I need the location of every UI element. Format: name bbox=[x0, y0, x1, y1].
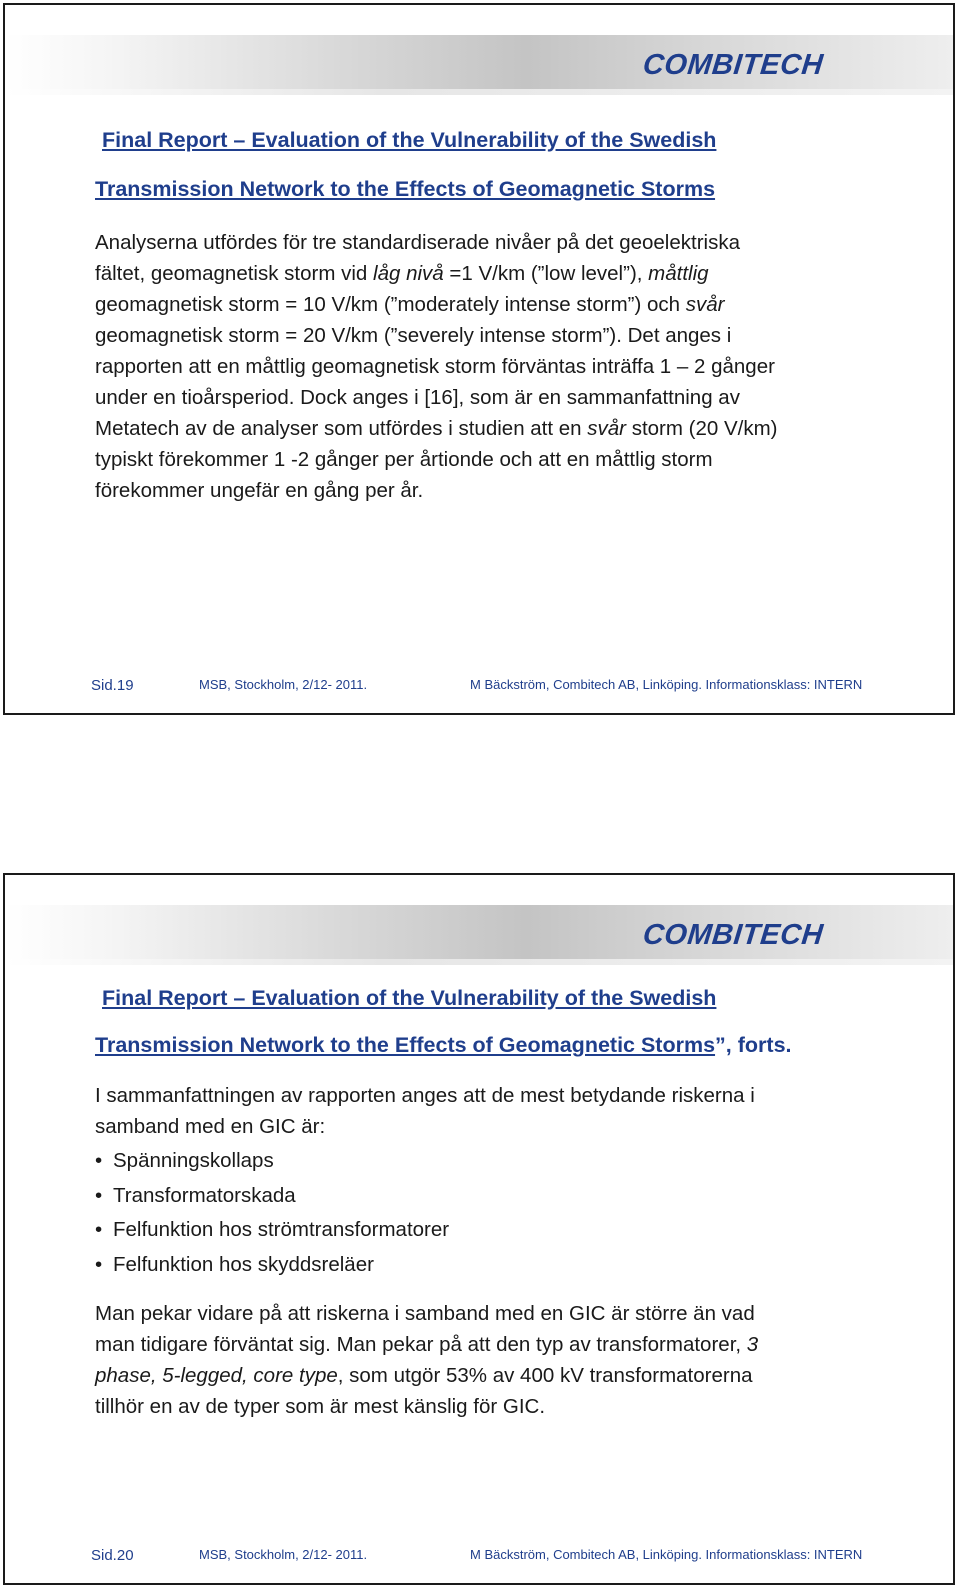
slide-title-line2: Transmission Network to the Effects of Geomagnetic Storms bbox=[95, 177, 716, 201]
body-paragraph: Man pekar vidare på att riskerna i samband med en GIC är större än vad man tidigare förväntat sig. Man pekar på att den typ av transformatorer, 3 phase, 5-legged, core type, som utgör 53% av 400 kV transformatorerna tillhör en av de typer som är mest känslig för GIC. bbox=[95, 1302, 759, 1418]
slide-title-line2: Transmission Network to the Effects of Geomagnetic Storms”, forts. bbox=[95, 1033, 792, 1057]
slide-footer bbox=[5, 1545, 953, 1569]
page-number: Sid.20 bbox=[91, 1547, 134, 1564]
list-item: • Felfunktion hos skyddsreläer bbox=[95, 1248, 795, 1283]
list-item: • Spänningskollaps bbox=[95, 1144, 795, 1179]
slide-19 bbox=[3, 3, 955, 715]
list-item: • Felfunktion hos strömtransformatorer bbox=[95, 1213, 795, 1248]
body-intro: I sammanfattningen av rapporten anges att de mest betydande riskerna i samband med en GIC är: bbox=[95, 1084, 755, 1138]
page-number: Sid.19 bbox=[91, 677, 134, 694]
slide-20 bbox=[3, 873, 955, 1585]
slide-body bbox=[95, 227, 795, 506]
event-info: MSB, Stockholm, 2/12- 2011. bbox=[199, 1547, 368, 1562]
risk-list bbox=[95, 1144, 795, 1282]
slide-body bbox=[95, 1080, 795, 1422]
slide-footer bbox=[5, 675, 953, 699]
slide-title-line1: Final Report – Evaluation of the Vulnerability of the Swedish bbox=[102, 986, 717, 1010]
list-item: • Transformatorskada bbox=[95, 1179, 795, 1214]
event-info: MSB, Stockholm, 2/12- 2011. bbox=[199, 677, 368, 692]
slide-title-line1: Final Report – Evaluation of the Vulnerability of the Swedish bbox=[102, 128, 717, 152]
author-info: M Bäckström, Combitech AB, Linköping. Informationsklass: INTERN bbox=[470, 1547, 863, 1562]
author-info: M Bäckström, Combitech AB, Linköping. Informationsklass: INTERN bbox=[470, 677, 863, 692]
combitech-logo: COMBITECH bbox=[641, 49, 825, 81]
body-paragraph: Analyserna utfördes för tre standardiserade nivåer på det geoelektriska fältet, geomagnetisk storm vid låg nivå =1 V/km (”low level”), måttlig geomagnetisk storm = 10 V/km (”moderately intense storm”) och svår geomagnetisk storm = 20 V/km (”severely intense storm”). Det anges i rapporten att en måttlig geomagnetisk storm förväntas inträffa 1 – 2 gånger under en tioårsperiod. Dock anges i [16], som är en sammanfattning av Metatech av de analyser som utfördes i studien att en svår storm (20 V/km) typiskt förekommer 1 -2 gånger per årtionde och att en måttlig storm förekommer ungefär en gång per år. bbox=[95, 231, 778, 502]
combitech-logo: COMBITECH bbox=[641, 919, 825, 951]
